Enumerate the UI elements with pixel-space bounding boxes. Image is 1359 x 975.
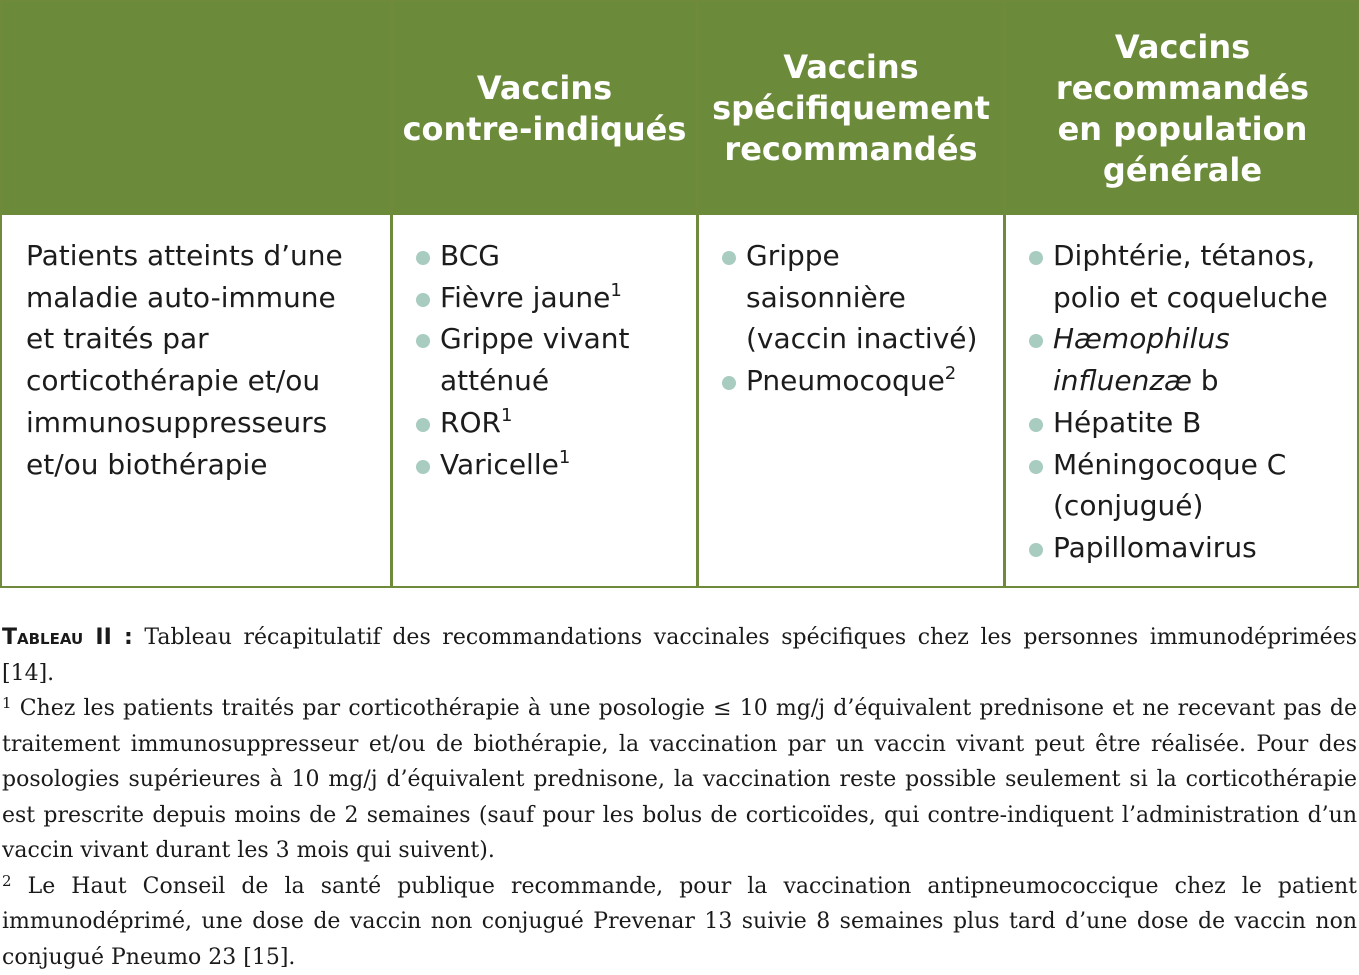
header-line: recommandés: [712, 129, 990, 170]
bullet-icon: [1029, 418, 1043, 432]
column-divider: [696, 2, 699, 586]
footnote-mark: 1: [610, 280, 621, 301]
table-header-row: [2, 2, 1357, 215]
bullet-icon: [1029, 460, 1043, 474]
list-item: [414, 277, 694, 319]
cell-line: et/ou biothérapie: [26, 444, 376, 486]
list-item: [1027, 444, 1357, 527]
header-line: contre-indiqués: [403, 109, 687, 150]
cell-line: maladie auto-immune: [26, 277, 376, 319]
bullet-icon: [416, 251, 430, 265]
list-item: [720, 235, 1000, 360]
bullet-icon: [722, 376, 736, 390]
header-line: Vaccins: [712, 47, 990, 88]
cell-line: immunosuppresseurs: [26, 402, 376, 444]
bullet-icon: [1029, 251, 1043, 265]
item-text: influenzæ: [1053, 364, 1192, 397]
cell-line: et traités par: [26, 318, 376, 360]
bullet-icon: [1029, 334, 1043, 348]
header-line: générale: [1056, 150, 1309, 191]
item-text: (conjugué): [1053, 485, 1357, 527]
item-text: Papillomavirus: [1053, 527, 1357, 569]
header-population-generale: [1006, 2, 1359, 215]
header-line: en population: [1056, 109, 1309, 150]
list-item: [1027, 402, 1357, 444]
bullet-icon: [722, 251, 736, 265]
item-text: Pneumocoque: [746, 364, 945, 397]
item-text: b: [1192, 364, 1219, 397]
header-contre-indiques: [393, 2, 696, 215]
column-divider: [390, 2, 393, 586]
item-text: atténué: [440, 360, 694, 402]
patients-cell: [26, 235, 376, 485]
footnote-mark: 2: [945, 363, 956, 384]
footnote-1: [2, 691, 1357, 869]
bullet-icon: [416, 418, 430, 432]
cell-line: corticothérapie et/ou: [26, 360, 376, 402]
cell-line: Patients atteints d’une: [26, 235, 376, 277]
item-text: BCG: [440, 235, 694, 277]
item-text: Fièvre jaune: [440, 281, 610, 314]
item-text: Hæmophilus: [1053, 318, 1357, 360]
caption-title: [2, 620, 1357, 691]
list-item: [414, 402, 694, 444]
footnote-mark: 2: [2, 872, 12, 890]
contre-indiques-cell: [414, 235, 694, 485]
footnote-2: [2, 869, 1357, 975]
bullet-icon: [416, 460, 430, 474]
caption-text: Tableau récapitulatif des recommandations vaccinales spécifiques chez les personnes immunodéprimées [14].: [2, 625, 1357, 686]
header-specifiquement-recommandes: [699, 2, 1003, 215]
item-text: Méningocoque C: [1053, 444, 1357, 486]
bullet-icon: [1029, 543, 1043, 557]
footnote-mark: 1: [559, 447, 570, 468]
item-text: (vaccin inactivé): [746, 318, 1000, 360]
footnote-text: Le Haut Conseil de la santé publique recommande, pour la vaccination antipneumococcique chez le patient immunodéprimé, une dose de vaccin non conjugué Prevenar 13 suivie 8 semaines plus tard d’une dose de vaccin non conjugué Pneumo 23 [15].: [2, 874, 1357, 970]
header-line: Vaccins: [403, 68, 687, 109]
item-text: Grippe vivant: [440, 318, 694, 360]
item-text: Hépatite B: [1053, 402, 1357, 444]
item-text: saisonnière: [746, 277, 1000, 319]
list-item: [1027, 235, 1357, 318]
header-line: spécifiquement: [712, 88, 990, 129]
list-item: [1027, 318, 1357, 401]
list-item: [414, 318, 694, 401]
list-item: [1027, 527, 1357, 569]
item-text: ROR: [440, 406, 501, 439]
item-text: Varicelle: [440, 448, 559, 481]
footnote-text: Chez les patients traités par corticothérapie à une posologie ≤ 10 mg/j d’équivalent prednisone et ne recevant pas de traitement immunosuppresseur et/ou de biothérapie, la vaccination par un vaccin vivant peut être réalisée. Pour des posologies supérieures à 10 mg/j d’équivalent prednisone, la vaccination reste possible seulement si la corticothérapie est prescrite depuis moins de 2 semaines (sauf pour les bolus de corticoïdes, qui contre-indiquent l’administration d’un vaccin vivant durant les 3 mois qui suivent).: [2, 696, 1357, 863]
table-caption: [2, 620, 1357, 975]
list-item: [720, 360, 1000, 402]
list-item: [414, 235, 694, 277]
footnote-mark: 1: [501, 405, 512, 426]
bullet-icon: [416, 293, 430, 307]
item-text: Diphtérie, tétanos,: [1053, 235, 1357, 277]
header-line: Vaccins: [1056, 27, 1309, 68]
caption-label: Tableau II :: [2, 625, 133, 650]
header-line: recommandés: [1056, 68, 1309, 109]
item-text: Grippe: [746, 235, 1000, 277]
list-item: [414, 444, 694, 486]
bullet-icon: [416, 334, 430, 348]
specifiques-cell: [720, 235, 1000, 402]
column-divider: [1003, 2, 1006, 586]
generale-cell: [1027, 235, 1357, 569]
item-text: polio et coqueluche: [1053, 277, 1357, 319]
footnote-mark: 1: [2, 694, 12, 712]
